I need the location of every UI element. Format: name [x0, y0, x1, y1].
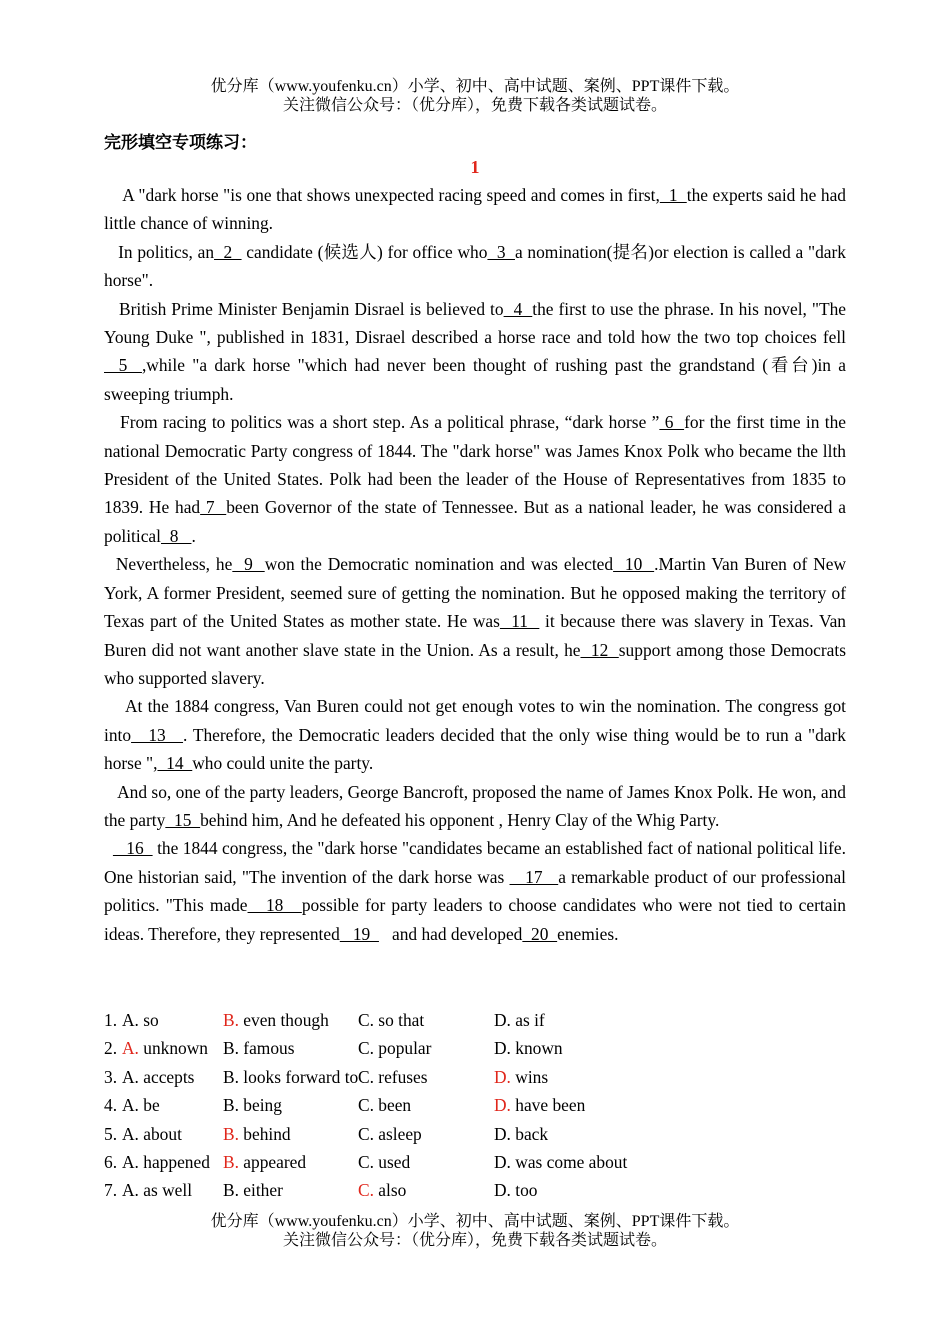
passage-paragraph	[104, 408, 846, 550]
blank-number: 8	[161, 525, 192, 546]
blank-number: 5	[104, 355, 142, 376]
option-text: as well	[143, 1180, 193, 1201]
passage-paragraph	[104, 692, 846, 777]
question-row	[104, 1176, 846, 1204]
answer-option	[223, 1091, 282, 1119]
passage-text: it because there was slavery in Texas. Van Buren did not want another slave state in the Union. As a result, he	[104, 611, 846, 660]
option-text: refuses	[378, 1066, 428, 1087]
passage-paragraph	[104, 238, 846, 295]
correct-answer-letter: B.	[223, 1151, 244, 1172]
passage-paragraph	[104, 778, 846, 835]
question-number: 6.	[104, 1151, 118, 1172]
answer-option	[122, 1006, 159, 1034]
option-letter: B.	[223, 1038, 244, 1059]
option-text: looks forward to	[243, 1066, 359, 1087]
question-row	[104, 1148, 846, 1176]
answer-option	[223, 1148, 306, 1176]
answer-option	[358, 1006, 424, 1034]
option-letter: C.	[358, 1123, 379, 1144]
blank-number: 7	[200, 497, 227, 518]
answer-option	[223, 1120, 291, 1148]
option-text: back	[515, 1123, 549, 1144]
blank-number: 19	[339, 923, 379, 944]
answer-option	[223, 1006, 329, 1034]
option-text: was come about	[515, 1151, 628, 1172]
correct-answer-letter: B.	[223, 1010, 244, 1030]
blank-number: 15	[165, 809, 201, 830]
passage-text: From racing to politics was a short step. As a political phrase, “dark horse ”	[104, 412, 660, 433]
option-text: being	[243, 1095, 282, 1116]
option-text: famous	[243, 1038, 295, 1059]
passage-text: enemies.	[557, 923, 619, 944]
correct-answer-letter: B.	[223, 1123, 244, 1144]
passage-text: a nomination(提名)or election is called a "dark horse".	[104, 241, 846, 291]
option-text: accepts	[143, 1066, 195, 1087]
question-row	[104, 1120, 846, 1148]
question-number: 2.	[104, 1038, 118, 1059]
answer-option	[358, 1034, 431, 1062]
question-number: 1.	[104, 1010, 118, 1030]
blank-number: 6	[659, 412, 685, 433]
passage-text: a remarkable product of our professional politics. "This made	[104, 866, 846, 916]
option-letter: B.	[223, 1066, 244, 1087]
option-text: have been	[515, 1095, 586, 1116]
answer-option	[494, 1148, 627, 1176]
header-line-2: 关注微信公众号：（优分库），免费下载各类试题试卷。	[282, 97, 667, 114]
correct-answer-letter: D.	[494, 1066, 516, 1087]
answer-option	[122, 1176, 192, 1204]
passage-text: ,while "a dark horse "which had never been thought of rushing past the grandstand (看台)in a sweeping triumph.	[104, 355, 847, 404]
answer-option	[223, 1063, 358, 1091]
blank-number: 13	[131, 724, 184, 745]
blank-number: 10	[613, 554, 655, 575]
question-row	[104, 1063, 846, 1091]
page-footer	[0, 1212, 950, 1250]
question-number: 4.	[104, 1095, 118, 1116]
passage-text: And so, one of the party leaders, George Bancroft, proposed the name of James Knox Polk. He won, and the party	[104, 781, 846, 830]
option-letter: A.	[122, 1151, 144, 1172]
option-letter: D.	[494, 1038, 516, 1059]
passage-text: At the 1884 congress, Van Buren could not get enough votes to win the nomination. The congress got into	[104, 696, 846, 745]
question-number: 3.	[104, 1066, 118, 1087]
option-text: asleep	[378, 1123, 422, 1144]
option-letter: A.	[122, 1066, 144, 1087]
blank-number: 9	[232, 554, 265, 575]
page-header	[0, 77, 950, 115]
option-text: appeared	[243, 1151, 307, 1172]
option-text: unknown	[143, 1038, 208, 1059]
option-letter: D.	[494, 1151, 516, 1172]
answer-option	[358, 1063, 428, 1091]
answer-option	[358, 1148, 410, 1176]
passage-text: . Therefore, the Democratic leaders decided that the only wise thing would be to run a "dark horse ",	[104, 724, 846, 774]
option-text: used	[378, 1151, 411, 1172]
blank-number: 12	[580, 639, 619, 660]
blank-number: 20	[522, 923, 558, 944]
option-text: about	[143, 1123, 182, 1144]
blank-number: 17	[509, 866, 559, 887]
passage-text: won the Democratic nomination and was elected	[264, 554, 614, 575]
option-text: too	[515, 1180, 538, 1201]
passage-text: the experts said he had little chance of winning.	[104, 185, 846, 234]
option-letter: C.	[358, 1038, 379, 1059]
passage-paragraph	[104, 550, 846, 692]
passage-text: .	[191, 525, 196, 546]
correct-answer-letter: A.	[122, 1038, 144, 1059]
blank-number: 2	[214, 241, 242, 262]
passage-paragraph	[104, 181, 846, 238]
answer-option	[494, 1120, 548, 1148]
question-row	[104, 1091, 846, 1119]
option-letter: B.	[223, 1180, 244, 1201]
passage-text: who could unite the party.	[192, 753, 374, 774]
question-row	[104, 1034, 846, 1062]
passage-text: for the first time in the national Democratic Party congress of 1844. The "dark horse" was James Knox Polk who became the llth President of the United States. Polk had been the leader of the House of Representatives from 1835 to 1839. He had	[104, 412, 846, 518]
answer-option	[358, 1091, 411, 1119]
answer-option	[223, 1034, 295, 1062]
option-letter: C.	[358, 1010, 379, 1030]
option-text: wins	[515, 1066, 549, 1087]
answer-option	[122, 1063, 194, 1091]
passage-text: British Prime Minister Benjamin Disrael is believed to	[104, 298, 504, 319]
option-text: happened	[143, 1151, 210, 1172]
question-row	[104, 1006, 846, 1034]
option-text: been	[378, 1095, 412, 1116]
answer-option	[494, 1063, 548, 1091]
option-text: even though	[243, 1010, 329, 1030]
option-letter: C.	[358, 1066, 379, 1087]
option-letter: C.	[358, 1095, 379, 1116]
option-text: so that	[378, 1010, 425, 1030]
blank-number: 3	[487, 241, 515, 262]
option-letter: A.	[122, 1123, 144, 1144]
answer-option	[122, 1148, 210, 1176]
option-text: also	[378, 1180, 407, 1201]
blank-number: 14	[157, 753, 193, 774]
blank-number: 1	[659, 185, 687, 205]
option-text: known	[515, 1038, 563, 1059]
passage-text: the 1844 congress, the "dark horse "candidates became an established fact of national political life. One historian said, "The invention of the dark horse was	[104, 838, 846, 887]
blank-number: 16	[112, 838, 153, 859]
option-letter: D.	[494, 1180, 516, 1201]
correct-answer-letter: D.	[494, 1095, 516, 1116]
blank-number: 4	[503, 298, 533, 319]
passage-text: candidate (候选人) for office who	[241, 241, 488, 262]
passage-text: .Martin Van Buren of New York, A former President, seemed sure of getting the nomination. But he opposed making the territory of Texas part of the United States as mother state. He was	[104, 554, 847, 632]
passage-text: the first to use the phrase. In his novel, "The Young Duke ", published in 1831, Disrael described a horse race and told how the two top choices fell	[104, 298, 847, 348]
option-letter: B.	[223, 1095, 244, 1116]
option-letter: D.	[494, 1123, 516, 1144]
passage-text	[104, 838, 113, 858]
option-text: be	[143, 1095, 160, 1116]
passage-text: support among those Democrats who supported slavery.	[104, 639, 846, 688]
section-title: 完形填空专项练习：	[104, 133, 257, 153]
passage-text: behind him, And he defeated his opponent , Henry Clay of the Whig Party.	[200, 809, 720, 830]
option-letter: C.	[358, 1151, 379, 1172]
option-letter: A.	[122, 1180, 144, 1201]
answer-option	[358, 1120, 422, 1148]
answer-option	[494, 1034, 563, 1062]
passage-paragraph	[104, 834, 846, 948]
blank-number: 18	[247, 895, 302, 916]
cloze-passage	[104, 181, 846, 948]
option-text: so	[143, 1010, 159, 1030]
option-text: behind	[243, 1123, 291, 1144]
option-letter: D.	[494, 1010, 516, 1030]
header-line-1: 优分库（www.youfenku.cn）小学、初中、高中试题、案例、PPT课件下载。	[210, 78, 740, 95]
option-text: popular	[378, 1038, 432, 1059]
passage-text: A "dark horse "is one that shows unexpected racing speed and comes in first,	[104, 185, 660, 205]
question-number: 7.	[104, 1180, 118, 1201]
answer-option	[494, 1176, 538, 1204]
option-text: either	[243, 1180, 283, 1201]
answer-options	[104, 1006, 846, 1205]
option-letter: A.	[122, 1095, 144, 1116]
answer-option	[122, 1091, 160, 1119]
passage-paragraph	[104, 295, 846, 409]
answer-option	[122, 1120, 182, 1148]
answer-option	[223, 1176, 283, 1204]
answer-option	[494, 1091, 585, 1119]
footer-line-2: 关注微信公众号：（优分库），免费下载各类试题试卷。	[282, 1232, 667, 1249]
passage-text: been Governor of the state of Tennessee. But as a national leader, he was considered a political	[104, 497, 846, 546]
passage-text: Nevertheless, he	[104, 554, 233, 575]
option-letter: A.	[122, 1010, 144, 1030]
passage-number: 1	[470, 157, 480, 177]
question-number: 5.	[104, 1123, 118, 1144]
option-text: as if	[515, 1010, 545, 1030]
correct-answer-letter: C.	[358, 1180, 379, 1201]
passage-text: In politics, an	[104, 241, 215, 262]
passage-text: possible for party leaders to choose candidates who were not tied to certain ideas. Therefore, they represented	[104, 895, 846, 944]
answer-option	[122, 1034, 208, 1062]
footer-line-1: 优分库（www.youfenku.cn）小学、初中、高中试题、案例、PPT课件下载。	[210, 1213, 740, 1230]
passage-text: and had developed	[378, 923, 523, 944]
answer-option	[358, 1176, 406, 1204]
answer-option	[494, 1006, 545, 1034]
blank-number: 11	[499, 611, 540, 632]
